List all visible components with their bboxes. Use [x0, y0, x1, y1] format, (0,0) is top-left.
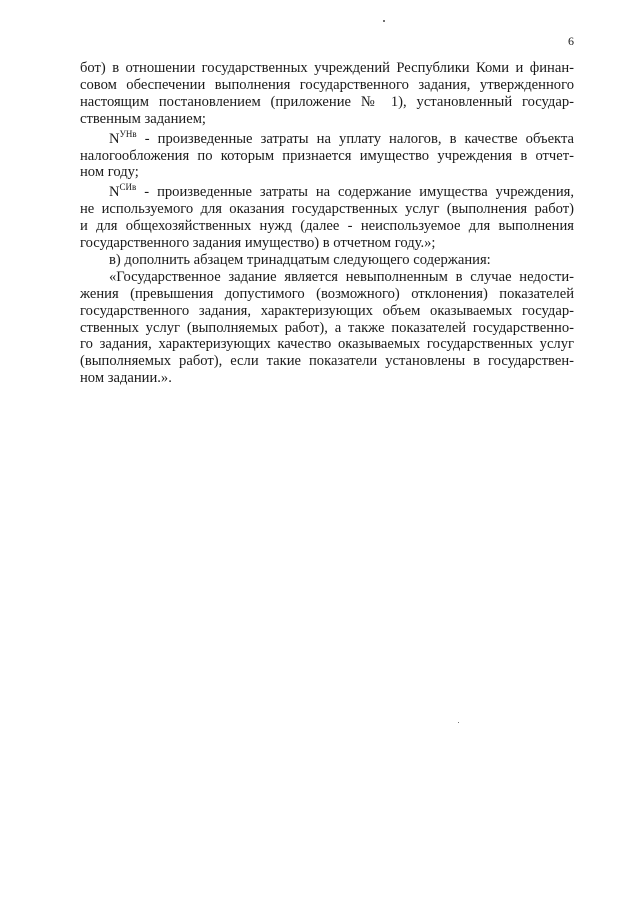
text-line: бот) в отношении государственных учреждений Республики Коми и финан- — [80, 60, 574, 76]
text-line: жения (превышения допустимого (возможного) отклонения) показателей — [80, 285, 574, 302]
text-line: и для общехозяйственных нужд (далее - неиспользуемое для выполнения — [80, 218, 574, 235]
text-line: налогообложения по которым признается имущество учреждения в отчет- — [80, 147, 574, 164]
paragraph-continued — [80, 60, 574, 128]
paragraph-tax-costs — [80, 128, 574, 182]
text-line: государственного задания имущество) в отчетном году.»; — [80, 235, 436, 252]
text-line: «Государственное задание является невыполненным в случае недости- — [109, 268, 574, 285]
formula-symbol: N — [109, 130, 120, 147]
text-line: государственного задания, характеризующих объем оказываемых государ- — [80, 302, 574, 319]
scan-speck — [383, 20, 385, 22]
text-line: го задания, характеризующих качество оказываемых государственных услуг — [80, 336, 574, 353]
page-number: 6 — [568, 34, 574, 48]
text-line: ном году; — [80, 164, 139, 181]
formula-line — [80, 128, 574, 148]
text-line: в) дополнить абзацем тринадцатым следующего содержания: — [109, 252, 491, 269]
paragraph-property-costs — [80, 181, 574, 252]
formula-line — [80, 181, 574, 201]
formula-superscript: СИв — [119, 182, 137, 193]
text-line: совом обеспечении выполнения государственного задания, утвержденного — [80, 76, 574, 93]
formula-description: - произведенные затраты на уплату налогов, в качестве объекта — [136, 130, 574, 147]
formula-superscript: УНв — [119, 128, 137, 139]
formula-symbol: N — [109, 184, 120, 201]
formula-description: - произведенные затраты на содержание имущества учреждения, — [136, 184, 574, 201]
paragraph-amendment — [80, 252, 574, 269]
text-line: (выполняемых работ), если такие показатели установлены в государствен- — [80, 353, 574, 370]
document-body — [80, 60, 574, 387]
text-line: ственных услуг (выполняемых работ), а также показателей государственно- — [80, 319, 574, 336]
text-line: ном задании.». — [80, 370, 172, 387]
text-line: не используемого для оказания государственных услуг (выполнения работ) — [80, 201, 574, 218]
text-line: ственным заданием; — [80, 110, 206, 127]
text-line: настоящим постановлением (приложение № 1), установленный государ- — [80, 93, 574, 110]
paragraph-quote — [80, 269, 574, 387]
scan-speck — [458, 722, 459, 723]
